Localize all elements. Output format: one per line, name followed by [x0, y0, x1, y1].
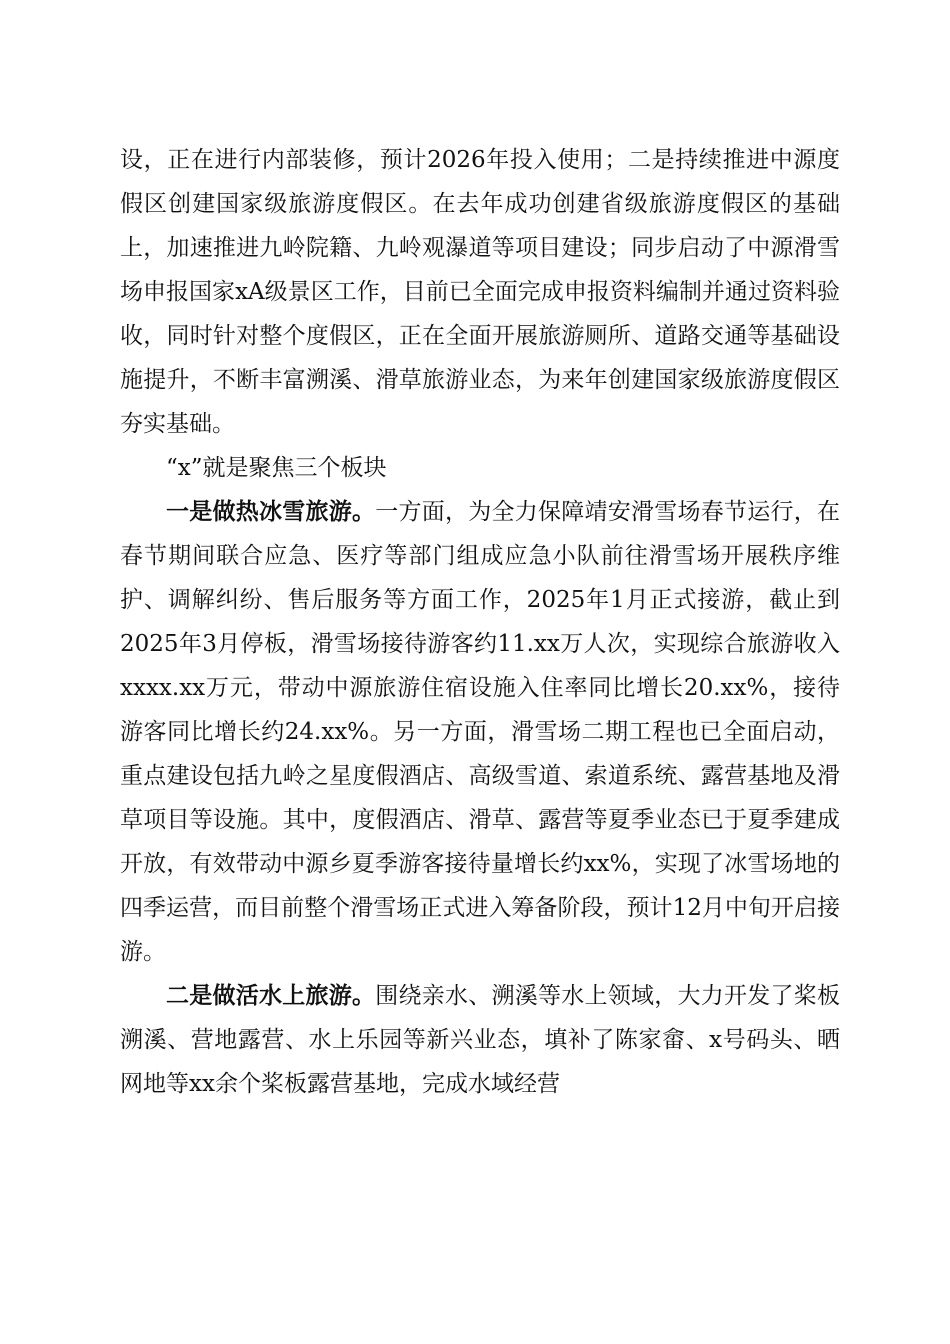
section-heading — [120, 446, 840, 490]
paragraph-water-tourism — [120, 974, 840, 1106]
paragraph-text: 围绕亲水、溯溪等水上领域，大力开发了桨板溯溪、营地露营、水上乐园等新兴业态，填补了陈家畲、x号码头、晒网地等xx余个桨板露营基地，完成水域经营 — [120, 983, 840, 1097]
paragraph-text: 设，正在进行内部装修，预计2026年投入使用；二是持续推进中源度假区创建国家级旅游度假区。在去年成功创建省级旅游度假区的基础上，加速推进九岭院籍、九岭观瀑道等项目建设；同步启动了中源滑雪场申报国家xA级景区工作，目前已全面完成申报资料编制并通过资料验收，同时针对整个度假区，正在全面开展旅游厕所、道路交通等基础设施提升，不断丰富溯溪、滑草旅游业态，为来年创建国家级旅游度假区夯实基础。 — [120, 147, 840, 437]
paragraph-lead: 一是做热冰雪旅游。 — [166, 498, 376, 525]
paragraph-continuation — [120, 138, 840, 446]
paragraph-lead: 二是做活水上旅游。 — [166, 982, 376, 1009]
paragraph-ice-snow — [120, 490, 840, 974]
document-body — [120, 138, 840, 1106]
section-heading-text: “x”就是聚焦三个板块 — [166, 455, 387, 481]
paragraph-text: 一方面，为全力保障靖安滑雪场春节运行，在春节期间联合应急、医疗等部门组成应急小队前往滑雪场开展秩序维护、调解纠纷、售后服务等方面工作，2025年1月正式接游，截止到2025年3月停板，滑雪场接待游客约11.xx万人次，实现综合旅游收入xxxx.xx万元，带动中源旅游住宿设施入住率同比增长20.xx%，接待游客同比增长约24.xx%。另一方面，滑雪场二期工程也已全面启动，重点建设包括九岭之星度假酒店、高级雪道、索道系统、露营基地及滑草项目等设施。其中，度假酒店、滑草、露营等夏季业态已于夏季建成开放，有效带动中源乡夏季游客接待量增长约xx%，实现了冰雪场地的四季运营，而目前整个滑雪场正式进入筹备阶段，预计12月中旬开启接游。 — [120, 499, 840, 965]
